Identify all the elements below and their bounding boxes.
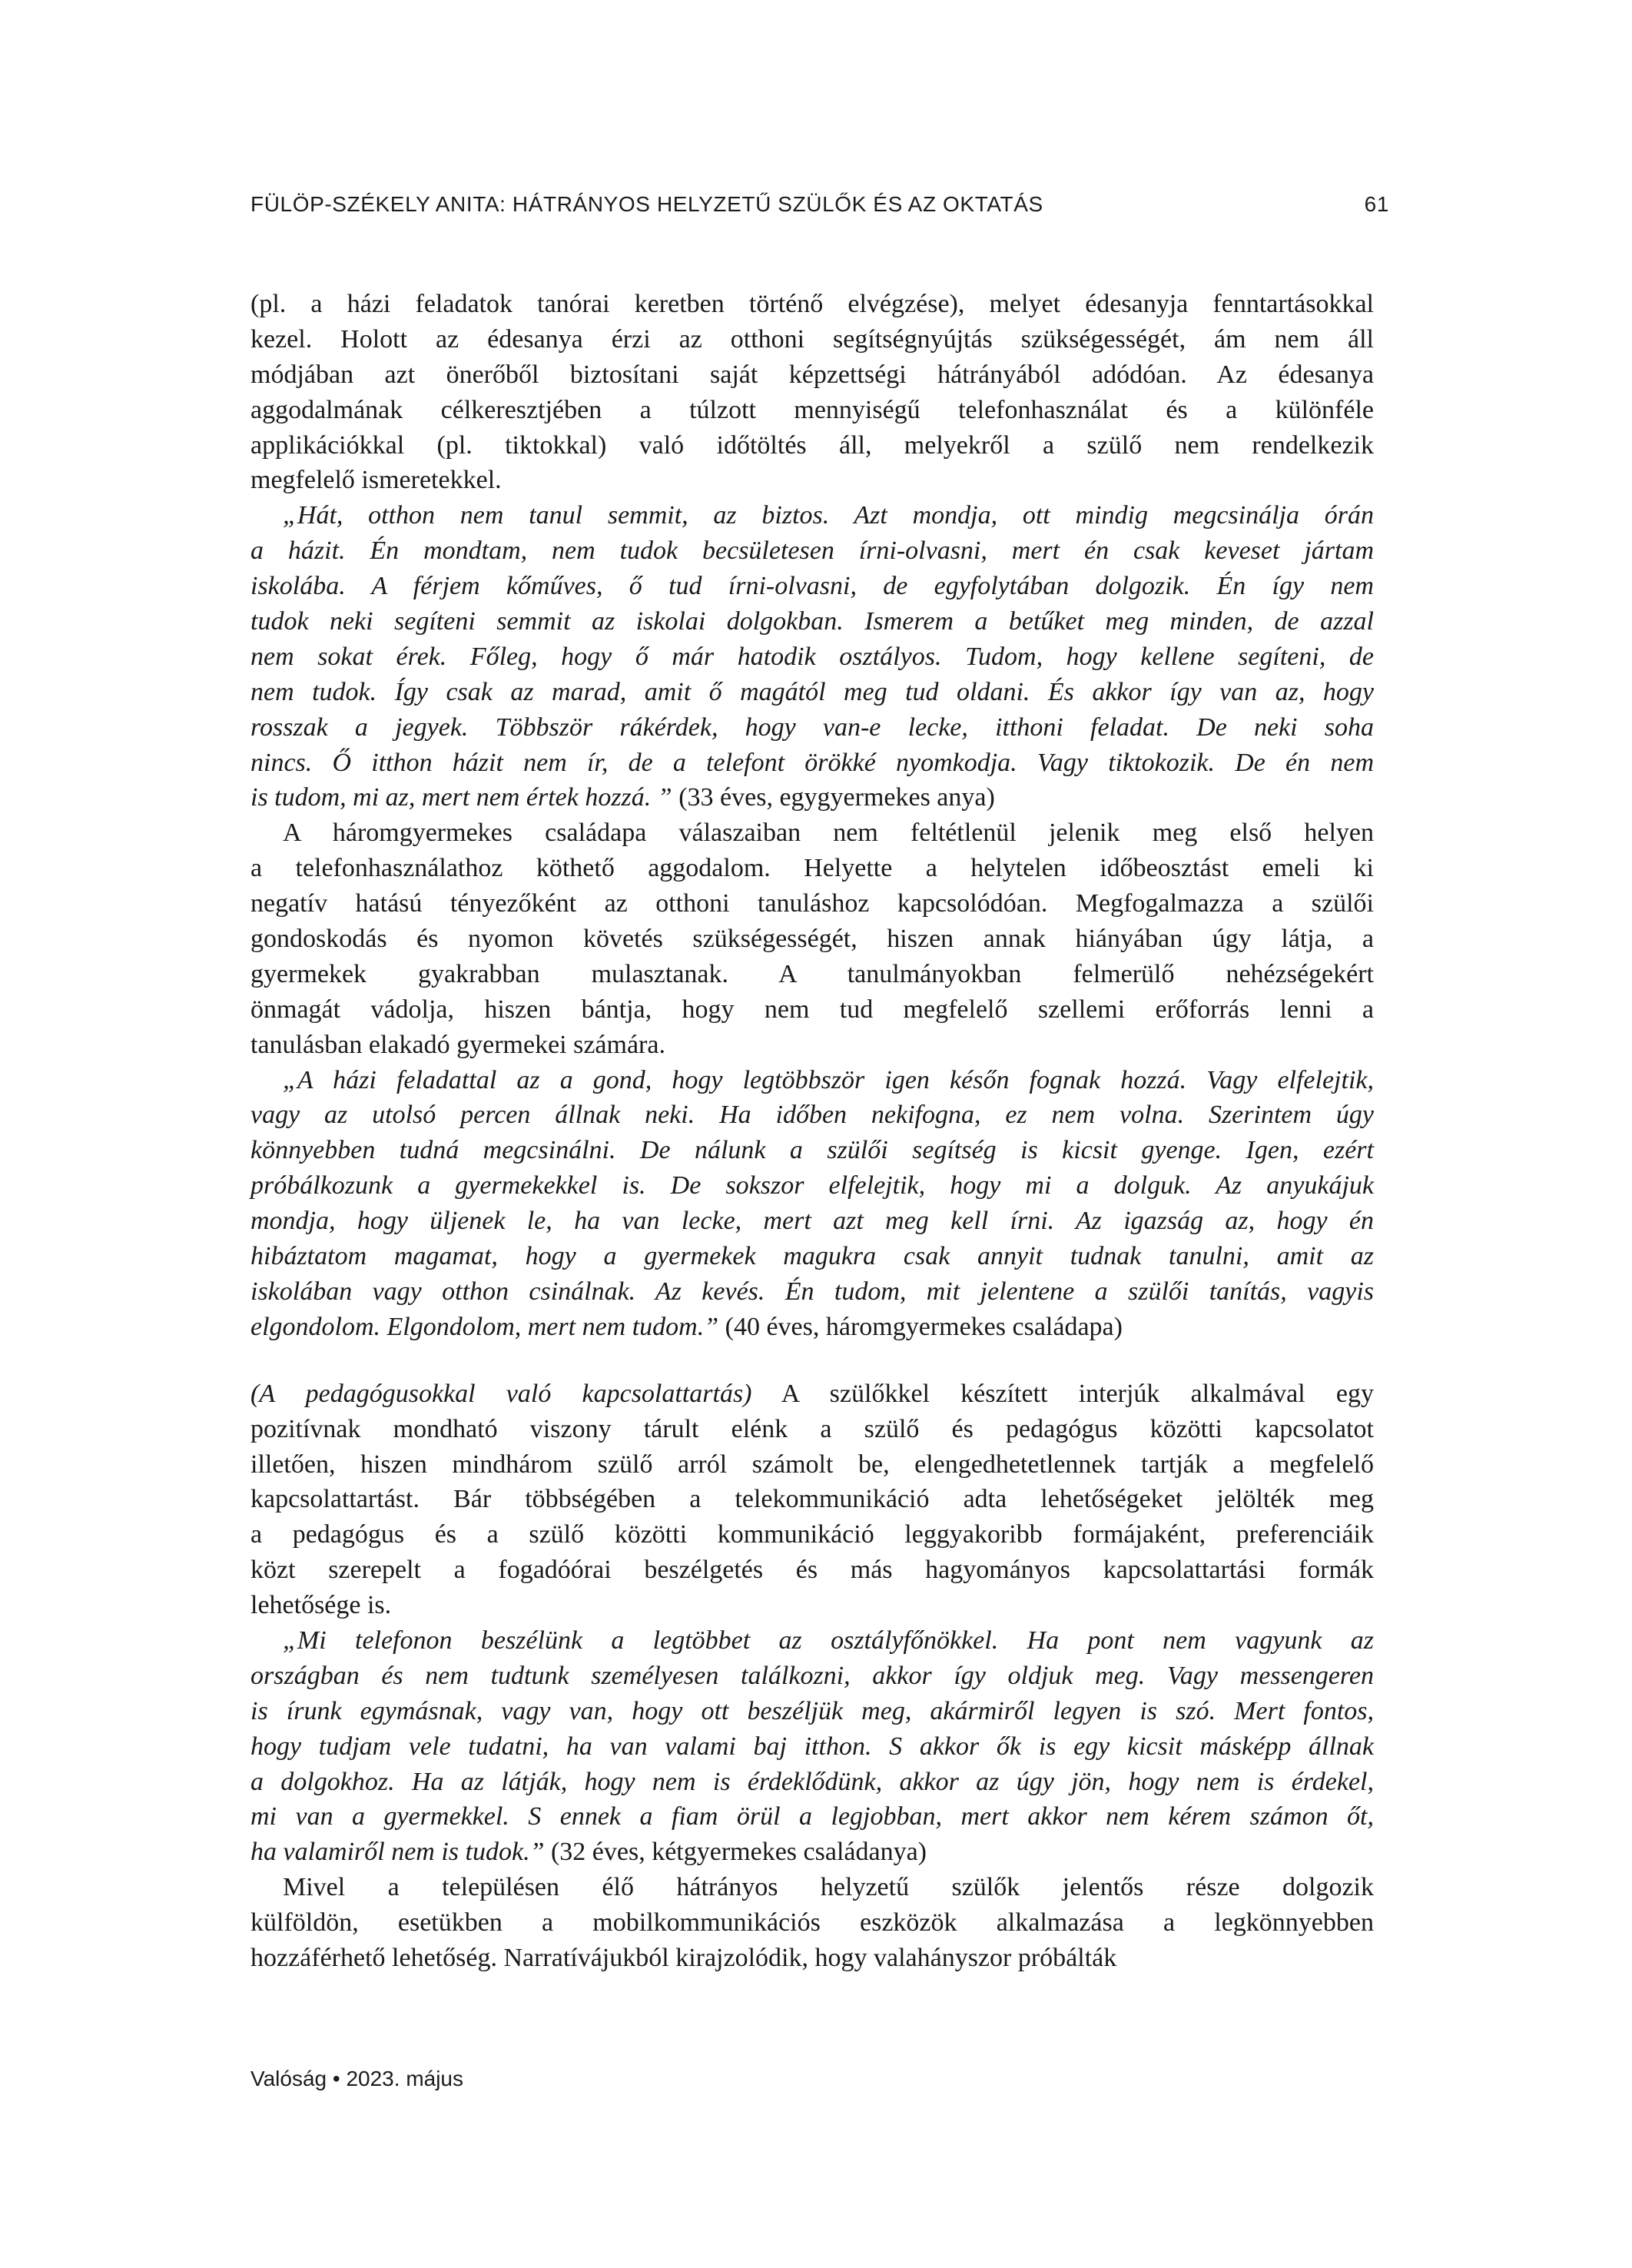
- italic-text: tudok neki segíteni semmit az iskolai dolgokban. Ismerem a betűket meg minden, de azzal: [250, 607, 1374, 636]
- text: megfelelő ismeretekkel.: [250, 466, 502, 495]
- text-line: [250, 1870, 1374, 1905]
- text: kezel. Holott az édesanya érzi az otthoni segítségnyújtás szükségességét, ám nem áll: [250, 324, 1374, 354]
- italic-text: a dolgokhoz. Ha az látják, hogy nem is érdeklődünk, akkor az úgy jön, hogy nem is érdekel,: [250, 1767, 1374, 1796]
- italic-text: országban és nem tudtunk személyesen találkozni, akkor így oldjuk meg. Vagy messengeren: [250, 1661, 1374, 1690]
- text-line: [250, 322, 1374, 357]
- text-line: [250, 1905, 1374, 1941]
- text-line: [250, 498, 1374, 533]
- text: A szülőkkel készített interjúk alkalmával egy: [751, 1379, 1374, 1408]
- text: illetően, hiszen mindhárom szülő arról számolt be, elengedhetetlennek tartják a megfelelő: [250, 1449, 1374, 1479]
- text-line: [250, 745, 1374, 781]
- text: módjában azt önerőből biztosítani saját képzettségi hátrányából adódóan. Az édesanya: [250, 360, 1374, 389]
- italic-text: „Mi telefonon beszélünk a legtöbbet az osztályfőnökkel. Ha pont nem vagyunk az: [283, 1625, 1374, 1655]
- italic-text: hibáztatom magamat, hogy a gyermekek magukra csak annyit tudnak tanulni, amit az: [250, 1242, 1374, 1271]
- italic-text: „A házi feladattal az a gond, hogy legtöbbször igen későn fognak hozzá. Vagy elfelejtik,: [283, 1065, 1374, 1094]
- text-line: [250, 639, 1374, 675]
- text-line: [250, 780, 1374, 815]
- text-line: [250, 1447, 1374, 1483]
- italic-text: hogy tudjam vele tudatni, ha van valami baj itthon. S akkor ők is egy kicsit másképp állnak: [250, 1732, 1374, 1761]
- text: A háromgyermekes családapa válaszaiban nem feltétlenül jelenik meg első helyen: [283, 819, 1374, 848]
- italic-text: a házit. Én mondtam, nem tudok becsületesen írni-olvasni, mert én csak keveset jártam: [250, 536, 1374, 566]
- text-line: [250, 1835, 1374, 1870]
- italic-text: próbálkozunk a gyermekekkel is. De sokszor elfelejtik, hogy mi a dolguk. Az anyukájuk: [250, 1171, 1374, 1200]
- italic-text: nincs. Ő itthon házit nem ír, de a telefont örökké nyomkodja. Vagy tiktokozik. De én nem: [250, 748, 1374, 777]
- text-line: [250, 1097, 1374, 1133]
- text: tanulásban elakadó gyermekei számára.: [250, 1030, 665, 1059]
- italic-text: nem tudok. Így csak az marad, amit ő magától meg tud oldani. És akkor így van az, hogy: [250, 677, 1374, 706]
- text-line: [250, 1799, 1374, 1835]
- italic-text: vagy az utolsó percen állnak neki. Ha időben nekifogna, ez nem volna. Szerintem úgy: [250, 1101, 1374, 1130]
- text-line: [250, 1588, 1374, 1623]
- text-line: [250, 1376, 1374, 1412]
- body-paragraph: [250, 1870, 1374, 1976]
- italic-text: nem sokat érek. Főleg, hogy ő már hatodik osztályos. Tudom, hogy kellene segíteni, de: [250, 642, 1374, 671]
- text-line: [250, 815, 1374, 851]
- text-line: [250, 1412, 1374, 1447]
- text-line: [250, 1623, 1374, 1659]
- text: (40 éves, háromgyermekes családapa): [718, 1312, 1123, 1341]
- text: önmagát vádolja, hiszen bántja, hogy nem tud megfelelő szellemi erőforrás lenni a: [250, 995, 1374, 1024]
- text-line: [250, 992, 1374, 1028]
- text-line: [250, 604, 1374, 639]
- text: a pedagógus és a szülő közötti kommunikáció leggyakoribb formájaként, preferenciáik: [250, 1520, 1374, 1549]
- text-line: [250, 1133, 1374, 1168]
- text: Mivel a településen élő hátrányos helyzetű szülők jelentős része dolgozik: [283, 1873, 1374, 1902]
- text-line: [250, 851, 1374, 886]
- page-number: 61: [1364, 192, 1389, 216]
- text: gyermekek gyakrabban mulasztanak. A tanulmányokban felmerülő nehézségekért: [250, 959, 1374, 988]
- text-line: [250, 1168, 1374, 1204]
- text: a telefonhasználathoz köthető aggodalom. Helyette a helytelen időbeosztást emeli ki: [250, 854, 1374, 883]
- text: (33 éves, egygyermekes anya): [672, 783, 995, 812]
- italic-text: (A pedagógusokkal való kapcsolattartás): [250, 1379, 752, 1408]
- italic-text: „Hát, otthon nem tanul semmit, az biztos. Azt mondja, ott mindig megcsinálja órán: [283, 501, 1374, 530]
- body-paragraph: [250, 815, 1374, 1062]
- interview-quote: [250, 498, 1374, 815]
- text-line: [250, 533, 1374, 569]
- text: (32 éves, kétgyermekes családanya): [544, 1838, 927, 1867]
- text-line: [250, 957, 1374, 992]
- italic-text: könnyebben tudná megcsinálni. De nálunk a szülői segítség is kicsit gyenge. Igen, ezért: [250, 1136, 1374, 1165]
- text-line: [250, 428, 1374, 463]
- text: negatív hatású tényezőként az otthoni tanuláshoz kapcsolódóan. Megfogalmazza a szülői: [250, 889, 1374, 918]
- running-header: [250, 191, 1389, 218]
- text-line: [250, 1941, 1374, 1976]
- section-gap: [250, 1345, 1374, 1376]
- italic-text: iskolába. A férjem kőműves, ő tud írni-olvasni, de egyfolytában dolgozik. Én így nem: [250, 572, 1374, 601]
- page-footer: Valóság • 2023. május: [250, 2067, 464, 2090]
- text-line: [250, 1239, 1374, 1274]
- text-line: [250, 1659, 1374, 1694]
- italic-text: rosszak a jegyek. Többször rákérdek, hogy van-e lecke, itthoni feladat. De neki soha: [250, 712, 1374, 742]
- text-line: [250, 1310, 1374, 1345]
- text-line: [250, 886, 1374, 921]
- text: (pl. a házi feladatok tanórai keretben történő elvégzése), melyet édesanyja fenntartásokkal: [250, 290, 1374, 318]
- italic-text: is írunk egymásnak, vagy van, hogy ott beszéljük meg, akármiről legyen is szó. Mert fontos,: [250, 1696, 1374, 1725]
- text-line: [250, 1063, 1374, 1098]
- italic-text: ha valamiről nem is tudok.”: [250, 1838, 545, 1867]
- interview-quote: [250, 1063, 1374, 1345]
- text-line: [250, 1552, 1374, 1588]
- body-paragraph: [250, 287, 1374, 498]
- text-line: [250, 393, 1374, 428]
- italic-text: iskolában vagy otthon csinálnak. Az kevés. Én tudom, mit jelentene a szülői tanítás, vagyis: [250, 1277, 1374, 1306]
- italic-text: mi van a gyermekkel. S ennek a fiam örül a legjobban, mert akkor nem kérem számon őt,: [250, 1802, 1374, 1831]
- article-body: [250, 287, 1374, 1976]
- italic-text: mondja, hogy üljenek le, ha van lecke, mert azt meg kell írni. Az igazság az, hogy én: [250, 1207, 1374, 1236]
- text-line: [250, 710, 1374, 745]
- text-line: [250, 1482, 1374, 1517]
- text: közt szerepelt a fogadóórai beszélgetés és más hagyományos kapcsolattartási formák: [250, 1556, 1374, 1585]
- running-title: FÜLÖP-SZÉKELY ANITA: HÁTRÁNYOS HELYZETŰ SZÜLŐK ÉS AZ OKTATÁS: [250, 192, 1043, 216]
- text: pozitívnak mondható viszony tárult elénk a szülő és pedagógus közötti kapcsolatot: [250, 1414, 1374, 1443]
- text-line: [250, 675, 1374, 710]
- text: gondoskodás és nyomon követés szükségességét, hiszen annak hiányában úgy látja, a: [250, 925, 1374, 954]
- text-line: [250, 357, 1374, 393]
- interview-quote: [250, 1623, 1374, 1870]
- text: külföldön, esetükben a mobilkommunikációs eszközök alkalmazása a legkönnyebben: [250, 1908, 1374, 1938]
- text: lehetősége is.: [250, 1591, 392, 1620]
- text-line: [250, 921, 1374, 957]
- text: applikációkkal (pl. tiktokkal) való időtöltés áll, melyekről a szülő nem rendelkezik: [250, 430, 1374, 460]
- text-line: [250, 1694, 1374, 1729]
- section-paragraph: [250, 1376, 1374, 1623]
- text: aggodalmának célkeresztjében a túlzott mennyiségű telefonhasználat és a különféle: [250, 395, 1374, 424]
- text-line: [250, 287, 1374, 322]
- text-line: [250, 1274, 1374, 1310]
- text: kapcsolattartást. Bár többségében a telekommunikáció adta lehetőségeket jelölték meg: [250, 1485, 1374, 1514]
- text-line: [250, 569, 1374, 604]
- text-line: [250, 1729, 1374, 1765]
- italic-text: is tudom, mi az, mert nem értek hozzá. ”: [250, 783, 672, 812]
- text-line: [250, 1028, 1374, 1063]
- text: hozzáférhető lehetőség. Narratívájukból kirajzolódik, hogy valahányszor próbálták: [250, 1943, 1117, 1972]
- text-line: [250, 1517, 1374, 1552]
- text-line: [250, 463, 1374, 498]
- italic-text: elgondolom. Elgondolom, mert nem tudom.”: [250, 1312, 719, 1341]
- text-line: [250, 1765, 1374, 1800]
- text-line: [250, 1204, 1374, 1239]
